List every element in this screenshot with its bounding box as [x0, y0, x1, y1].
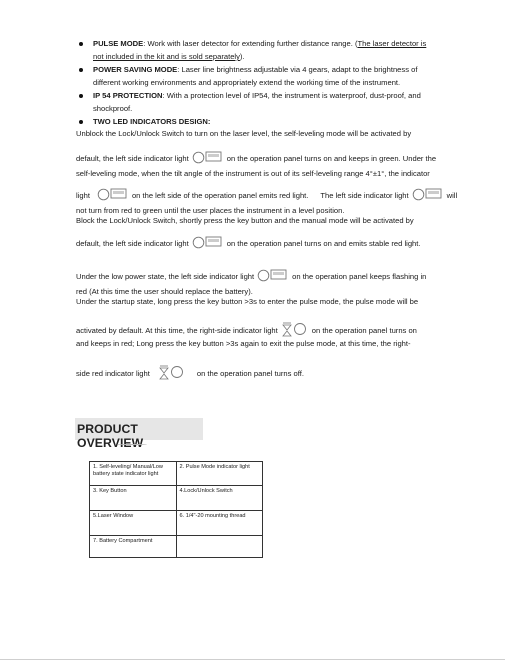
table-cell: 5.Laser Window: [90, 511, 177, 536]
led-p4-line2: [76, 320, 417, 337]
feature-led-title: TWO LED INDICATORS DESIGN:: [93, 117, 211, 126]
text-segment: default, the left side indicator light: [76, 239, 189, 248]
led-p4-line3: and keeps in red; Long press the key button >3s again to exit the pulse mode, at this time, the right-: [76, 339, 411, 348]
table-cell: 7. Battery Compartment: [90, 536, 177, 558]
text-segment: on the operation panel turns on and keeps in green. Under the: [226, 154, 437, 163]
table-cell: [176, 536, 263, 558]
led-p3-line2: red (At this time the user should replace the battery).: [76, 287, 253, 296]
table-row: [90, 511, 263, 536]
led-p4-line1: Under the startup state, long press the key button >3s to enter the pulse mode, the pulse mode will be: [76, 297, 419, 306]
feature-pulse-note-end: ).: [239, 52, 245, 61]
left-indicator-light-icon: [192, 236, 224, 249]
pulse-indicator-icon: [281, 320, 309, 337]
table-cell: 1. Self-leveling/ Manual/Low battery state indicator light: [90, 462, 177, 486]
product-overview-table: [89, 461, 263, 558]
feature-pulse-line2: [93, 52, 245, 62]
text-segment: on the operation panel turns on: [311, 326, 417, 335]
left-indicator-light-icon: [97, 188, 129, 201]
feature-pulse-note: The laser detector is: [357, 39, 427, 48]
table-row: [90, 486, 263, 511]
bullet-dot: [79, 68, 83, 72]
left-indicator-light-icon: [412, 188, 444, 201]
feature-ip54-title: IP 54 PROTECTION: [93, 91, 163, 100]
text-segment: activated by default. At this time, the right-side indicator light: [76, 326, 278, 335]
bullet-dot: [79, 94, 83, 98]
table-cell: 6. 1/4"-20 mounting thread: [176, 511, 263, 536]
feature-pulse-line1: [93, 39, 426, 49]
table-row: [90, 462, 263, 486]
led-p3-line1: [76, 269, 426, 282]
feature-ip54-line1: [93, 91, 421, 101]
feature-power-text: : Laser line brightness adjustable via 4 gears, adapt to the brightness of: [177, 65, 418, 74]
led-p1-line5: not turn from red to green until the user places the instrument in a level position.: [76, 206, 345, 215]
table-cell: 4.Lock/Unlock Switch: [176, 486, 263, 511]
table-row: [90, 536, 263, 558]
led-p1-line4: [76, 188, 457, 201]
feature-power-line2: different working environments and appropriately extend the working time of the instrument.: [93, 78, 401, 87]
feature-pulse-title: PULSE MODE: [93, 39, 144, 48]
product-overview-heading: [75, 418, 203, 450]
text-segment: on the left side of the operation panel emits red light.: [131, 191, 309, 200]
heading-underline-decoration: [117, 444, 147, 445]
feature-pulse-text: : Work with laser detector for extending further distance range. (: [143, 39, 358, 48]
feature-power-title: POWER SAVING MODE: [93, 65, 178, 74]
feature-ip54-text: : With a protection level of IP54, the instrument is waterproof, dust-proof, and: [162, 91, 421, 100]
led-p1-line3: self-leveling mode, when the tilt angle of the instrument is out of its self-leveling range 4°±1°, the indicator: [76, 169, 430, 178]
led-p1-line2: [76, 151, 436, 164]
bullet-dot: [79, 120, 83, 124]
led-p2-line2: [76, 236, 421, 249]
page-bottom-border: [0, 659, 505, 660]
pulse-indicator-icon: [158, 363, 186, 380]
led-p2-line1: Block the Lock/Unlock Switch, shortly press the key button and the manual mode will be activated by: [76, 216, 414, 225]
feature-ip54-line2: shockproof.: [93, 104, 133, 113]
text-segment: The left side indicator light: [320, 191, 409, 200]
product-overview-title: PRODUCT OVERVIEW: [77, 422, 144, 450]
text-segment: light: [76, 191, 90, 200]
left-indicator-light-icon: [257, 269, 289, 282]
text-segment: on the operation panel keeps flashing in: [292, 272, 427, 281]
feature-pulse-note-cont: not included in the kit and is sold separately: [93, 52, 240, 61]
table-cell: 2. Pulse Mode indicator light: [176, 462, 263, 486]
text-segment: will: [446, 191, 458, 200]
feature-power-line1: [93, 65, 417, 75]
left-indicator-light-icon: [192, 151, 224, 164]
text-segment: default, the left side indicator light: [76, 154, 189, 163]
bullet-dot: [79, 42, 83, 46]
text-segment: on the operation panel turns on and emits stable red light.: [226, 239, 421, 248]
text-segment: Under the low power state, the left side indicator light: [76, 272, 255, 281]
led-p4-line4: [76, 363, 304, 380]
text-segment: side red indicator light: [76, 369, 150, 378]
table-cell: 3. Key Button: [90, 486, 177, 511]
text-segment: on the operation panel turns off.: [196, 369, 304, 378]
led-p1-line1: Unblock the Lock/Unlock Switch to turn on the laser level, the self-leveling mode will be activated by: [76, 129, 412, 138]
